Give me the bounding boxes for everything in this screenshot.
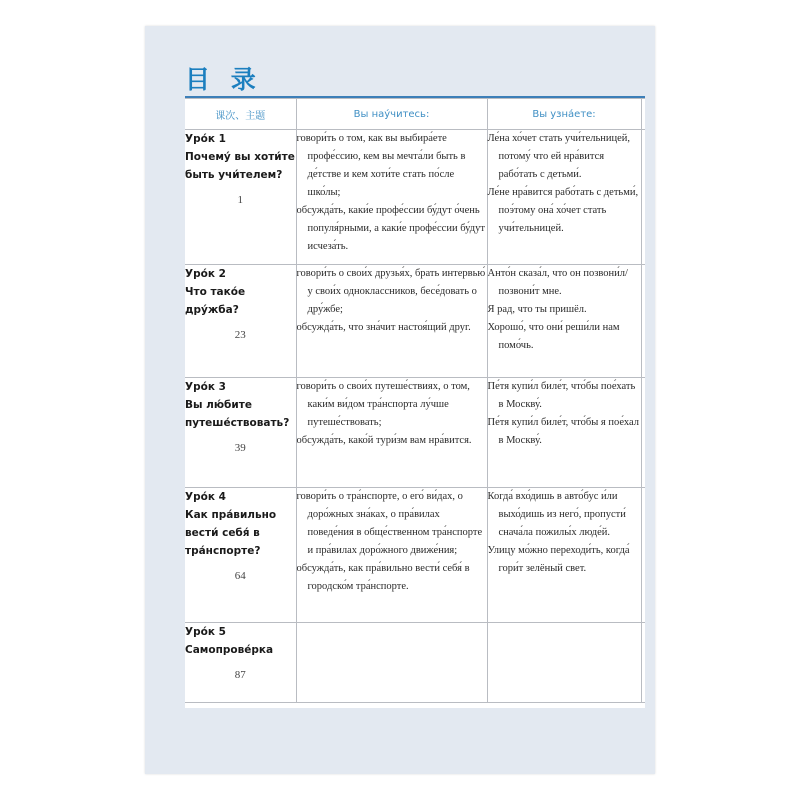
know-item: Я рад, что ты пришёл.	[487, 304, 587, 315]
lesson-title: Что тако́е дру́жба?	[185, 286, 246, 316]
know-item: Пе́тя купи́л биле́т, что́бы пое́хать в Москву́.	[487, 381, 636, 410]
know-item: Улицу мо́жно переходи́ть, когда́ гори́т зелёный свет.	[487, 545, 630, 574]
table-row	[185, 378, 645, 488]
learn-item: говори́ть о свои́х путеше́ствиях, о том, каки́м ви́дом тра́нспорта лу́чше путеше́ствовать;	[296, 381, 470, 428]
know-item: Ле́не нра́вится рабо́тать с детьми́, поэ́тому она́ хо́чет стать учи́тельницей.	[487, 187, 639, 234]
know-item: Ле́на хо́чет стать учи́тельницей, потому́ что ей нра́вится рабо́тать с детьми́.	[487, 133, 631, 180]
learn-item: обсужда́ть, каки́е профе́ссии бу́дут о́чень популя́рными, а каки́е профе́ссии бу́дут исчеза́ть.	[296, 205, 485, 252]
empty-cell	[641, 488, 645, 623]
lesson-cell	[185, 623, 296, 703]
header-you-will-learn: Вы нау́читесь:	[296, 99, 487, 130]
know-item: Пе́тя купи́л биле́т, что́бы я пое́хал в Москву́.	[487, 417, 639, 446]
know-cell	[487, 265, 641, 378]
know-cell	[487, 130, 641, 265]
empty-cell	[641, 130, 645, 265]
lesson-page-number: 1	[237, 194, 243, 206]
lesson-number: Уро́к 4	[185, 491, 226, 503]
lesson-title: Почему́ вы хоти́те быть учи́телем?	[185, 151, 295, 181]
lesson-cell	[185, 488, 296, 623]
know-cell	[487, 623, 641, 703]
lesson-cell	[185, 130, 296, 265]
table-row	[185, 130, 645, 265]
lesson-title: Как пра́вильно вести́ себя́ в тра́нспорте?	[185, 509, 277, 557]
header-empty-cell	[641, 99, 645, 130]
lesson-cell	[185, 265, 296, 378]
table-row	[185, 623, 645, 703]
header-lesson-topic: 课次、主题	[185, 99, 296, 130]
learn-cell	[296, 265, 487, 378]
know-item: Анто́н сказа́л, что он позвони́л/позвони́т мне.	[487, 268, 628, 297]
lesson-page-number: 39	[234, 442, 246, 454]
lesson-page-number: 23	[234, 329, 246, 341]
know-cell	[487, 378, 641, 488]
header-you-will-know: Вы узна́ете:	[487, 99, 641, 130]
lesson-title: Самопрове́рка	[185, 644, 274, 656]
table-row	[185, 265, 645, 378]
learn-item: говори́ть о том, как вы выбира́ете профе́ссию, кем вы мечта́ли быть в де́тстве и кем хоти́те стать по́сле шко́лы;	[296, 133, 466, 198]
lesson-cell	[185, 378, 296, 488]
lesson-page-number: 64	[234, 570, 246, 582]
learn-item: обсужда́ть, как пра́вильно вести́ себя́ в городско́м тра́нспорте.	[296, 563, 470, 592]
lesson-page-number: 87	[234, 669, 246, 681]
learn-item: говори́ть о свои́х друзья́х, брать интервью́ у свои́х одноклассников, бесе́довать о дру́жбе;	[296, 268, 486, 315]
learn-cell	[296, 488, 487, 623]
learn-item: обсужда́ть, како́й тури́зм вам нра́вится.	[296, 435, 472, 446]
learn-cell	[296, 130, 487, 265]
lesson-number: Уро́к 5	[185, 626, 226, 638]
lesson-number: Уро́к 2	[185, 268, 226, 280]
know-item: Хорошо́, что они́ реши́ли нам помо́чь.	[487, 322, 620, 351]
table-row	[185, 488, 645, 623]
learn-cell	[296, 378, 487, 488]
learn-cell	[296, 623, 487, 703]
lesson-number: Уро́к 1	[185, 133, 226, 145]
book-page	[145, 26, 655, 774]
lesson-number: Уро́к 3	[185, 381, 226, 393]
learn-item: говори́ть о тра́нспорте, о его́ ви́дах, о доро́жных зна́ках, о пра́вилах поведе́ния в обще́ственном тра́нспорте и пра́вилах доро́жного движе́ния;	[296, 491, 483, 556]
know-cell	[487, 488, 641, 623]
know-item: Когда́ вхо́дишь в авто́бус и́ли выхо́дишь из него́, пропусти́ снача́ла пожилы́х люде́й.	[487, 491, 626, 538]
page-title: 目 录	[185, 65, 262, 94]
learn-item: обсужда́ть, что зна́чит настоя́щий друг.	[296, 322, 471, 333]
table-header-row	[185, 99, 645, 130]
lesson-title: Вы лю́бите путеше́ствовать?	[185, 399, 290, 429]
empty-cell	[641, 623, 645, 703]
contents-table	[185, 96, 645, 708]
empty-cell	[641, 378, 645, 488]
empty-cell	[641, 265, 645, 378]
